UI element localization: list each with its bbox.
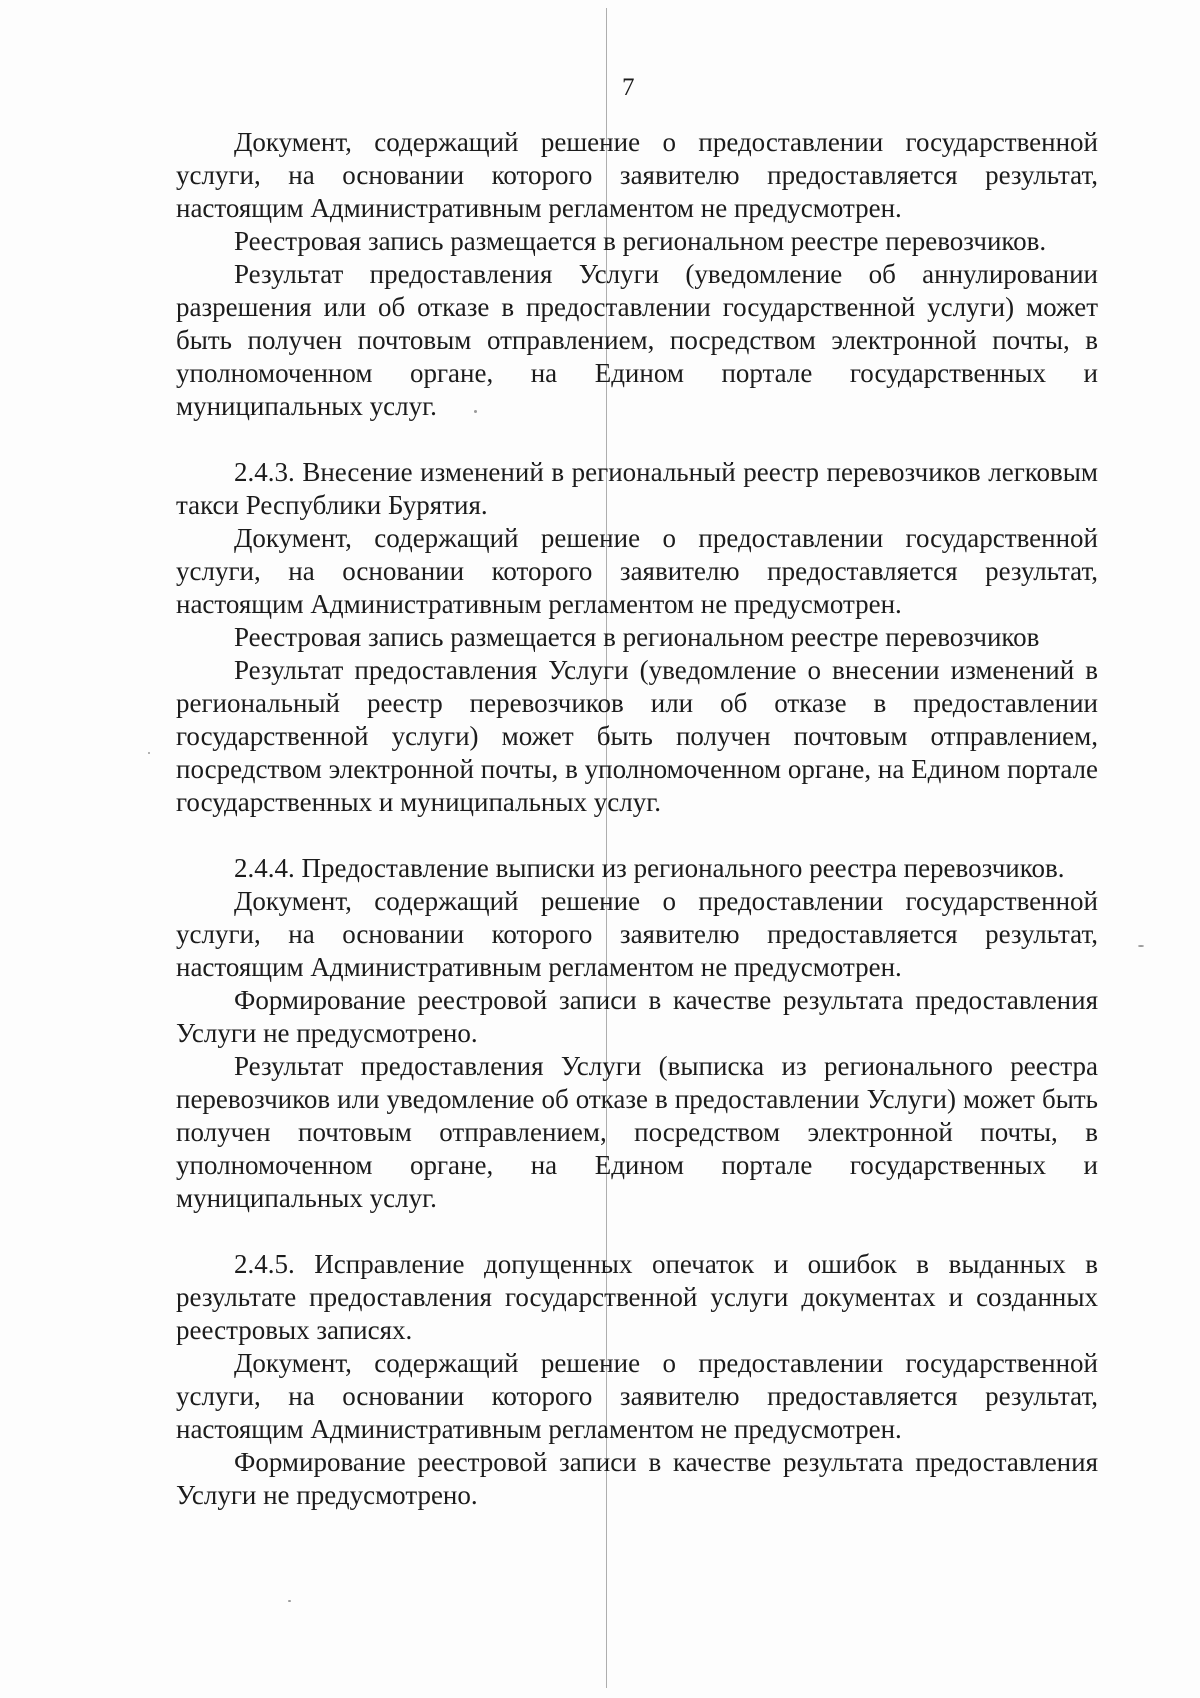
section-heading-2-4-3: 2.4.3. Внесение изменений в региональный реестр перевозчиков легковым такси Республики Бурятия. <box>176 457 1098 520</box>
scan-speck <box>288 1600 291 1602</box>
page-number: 7 <box>622 74 635 101</box>
paragraph-document-decision: Документ, содержащий решение о предоставлении государственной услуги, на основании которого заявителю предоставляется результат, настоящим Административным регламентом не предусмотрен. <box>176 127 1098 223</box>
scan-speck <box>148 752 150 754</box>
paragraph-registry-entry: Реестровая запись размещается в региональном реестре перевозчиков <box>234 622 1040 652</box>
paragraph-service-result: Результат предоставления Услуги (уведомление об аннулировании разрешения или об отказе в предоставлении государственной услуги) может быть получен почтовым отправлением, посредством электронной почты, в уполномоченном органе, на Едином портале государственных и муниципальных услуг. <box>176 259 1098 421</box>
document-body <box>176 126 1098 1512</box>
paragraph-document-decision: Документ, содержащий решение о предоставлении государственной услуги, на основании которого заявителю предоставляется результат, настоящим Административным регламентом не предусмотрен. <box>176 523 1098 619</box>
paragraph-registry-entry: Формирование реестровой записи в качестве результата предоставления Услуги не предусмотрено. <box>176 985 1098 1048</box>
paragraph-service-result: Результат предоставления Услуги (уведомление о внесении изменений в региональный реестр перевозчиков или об отказе в предоставлении государственной услуги) может быть получен почтовым отправлением, посредством электронной почты, в уполномоченном органе, на Едином портале государственных и муниципальных услуг. <box>176 655 1098 817</box>
scan-speck <box>1138 945 1144 947</box>
paragraph-registry-entry: Реестровая запись размещается в региональном реестре перевозчиков. <box>234 226 1047 256</box>
section-heading-2-4-5: 2.4.5. Исправление допущенных опечаток и ошибок в выданных в результате предоставления государственной услуги документах и созданных реестровых записях. <box>176 1249 1098 1345</box>
paragraph-service-result: Результат предоставления Услуги (выписка из регионального реестра перевозчиков или уведомление об отказе в предоставлении Услуги) может быть получен почтовым отправлением, посредством электронной почты, в уполномоченном органе, на Едином портале государственных и муниципальных услуг. <box>176 1051 1098 1213</box>
paragraph-document-decision: Документ, содержащий решение о предоставлении государственной услуги, на основании которого заявителю предоставляется результат, настоящим Административным регламентом не предусмотрен. <box>176 1348 1098 1444</box>
paragraph-registry-entry: Формирование реестровой записи в качестве результата предоставления Услуги не предусмотрено. <box>176 1447 1098 1510</box>
section-heading-2-4-4: 2.4.4. Предоставление выписки из регионального реестра перевозчиков. <box>234 853 1065 883</box>
paragraph-document-decision: Документ, содержащий решение о предоставлении государственной услуги, на основании которого заявителю предоставляется результат, настоящим Административным регламентом не предусмотрен. <box>176 886 1098 982</box>
